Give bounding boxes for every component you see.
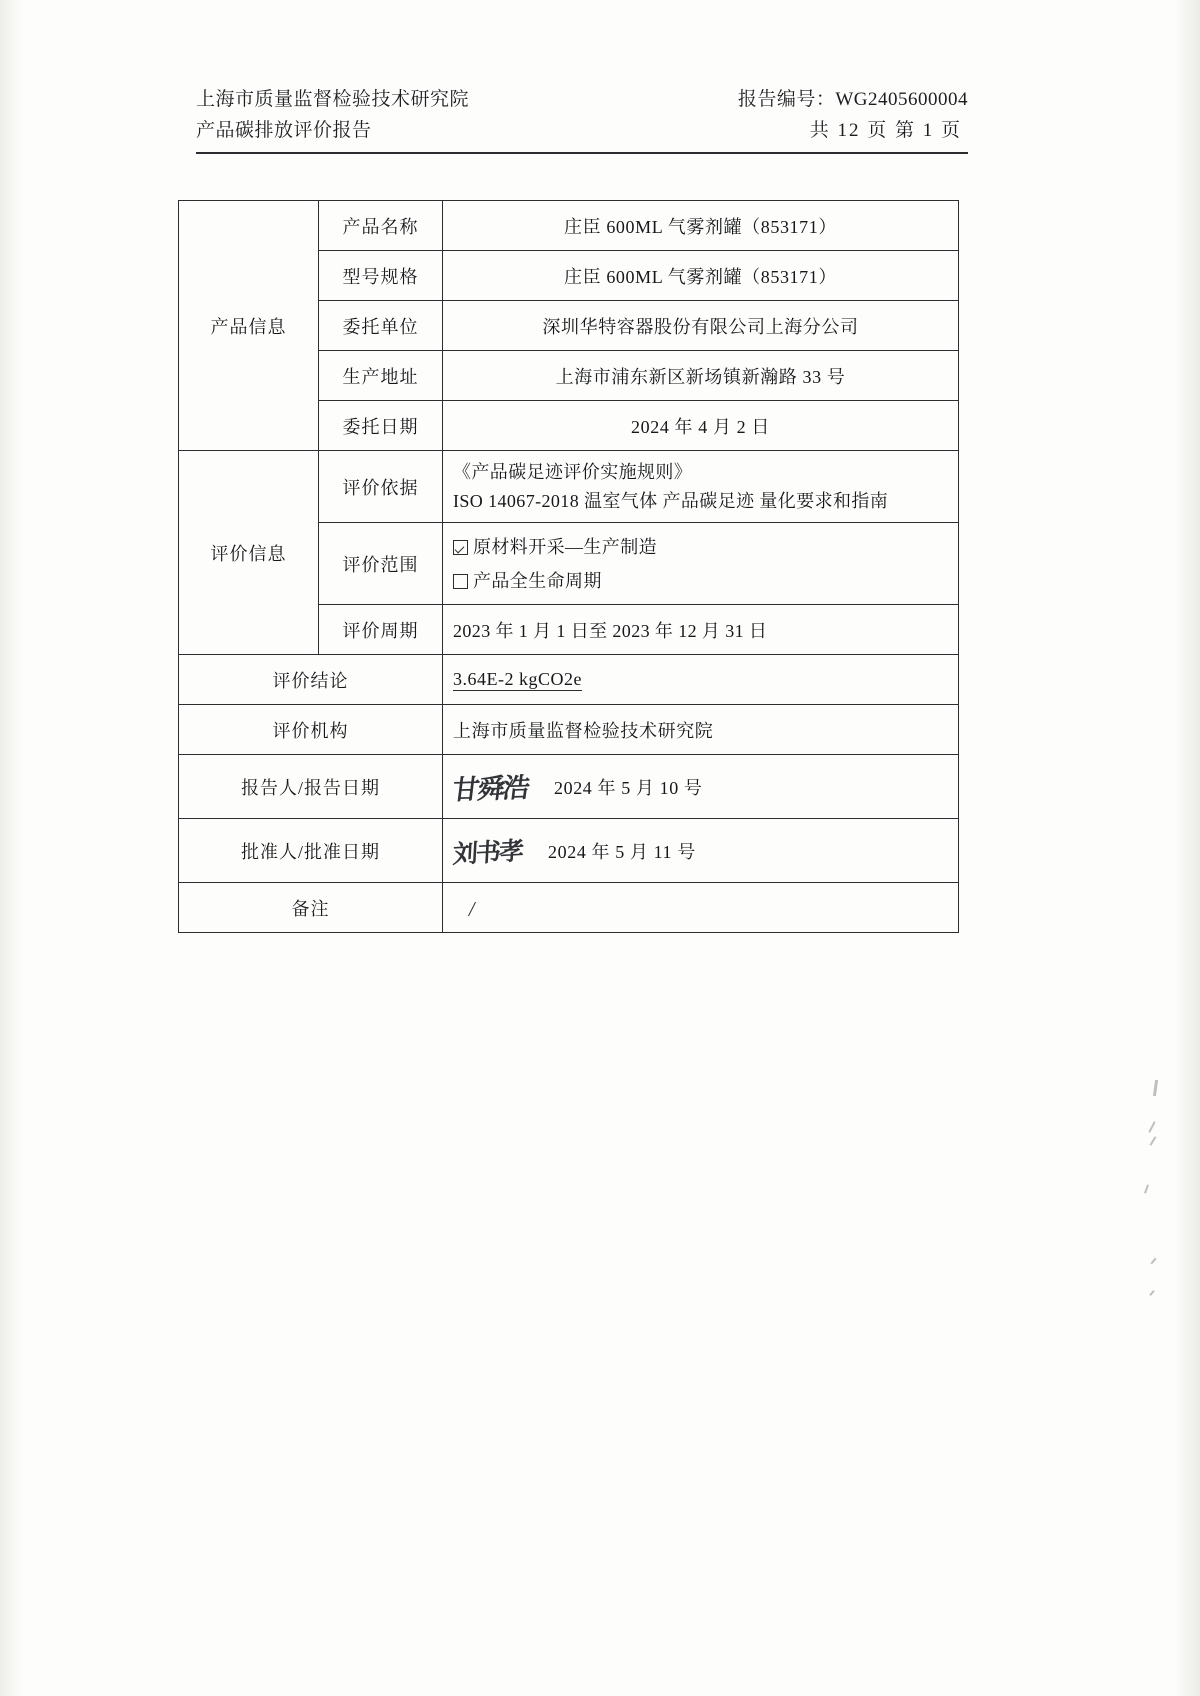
value-reporter [443, 755, 959, 819]
scope-option-1-label: 原材料开采—生产制造 [473, 536, 657, 557]
header-report-block [738, 84, 968, 146]
label-evaluation-basis: 评价依据 [319, 451, 443, 523]
header-divider [196, 152, 968, 154]
label-conclusion: 评价结论 [179, 655, 443, 705]
value-product-name: 庄臣 600ML 气雾剂罐（853171） [443, 201, 959, 251]
label-evaluation-scope: 评价范围 [319, 523, 443, 605]
group-product-info: 产品信息 [179, 201, 319, 451]
table-row [179, 705, 959, 755]
reporter-date: 2024 年 5 月 10 号 [554, 777, 703, 798]
value-organization: 上海市质量监督检验技术研究院 [443, 705, 959, 755]
table-row [179, 655, 959, 705]
scope-option-raw-material-to-manufacturing[interactable] [453, 530, 948, 564]
value-model-spec: 庄臣 600ML 气雾剂罐（853171） [443, 251, 959, 301]
approver-date: 2024 年 5 月 11 号 [548, 841, 696, 862]
table-row [179, 883, 959, 933]
scope-option-full-life-cycle[interactable] [453, 564, 948, 598]
value-approver [443, 819, 959, 883]
value-production-address: 上海市浦东新区新场镇新瀚路 33 号 [443, 351, 959, 401]
table-row [179, 819, 959, 883]
scan-margin-marks [1140, 1080, 1170, 1310]
label-model-spec: 型号规格 [319, 251, 443, 301]
label-production-address: 生产地址 [319, 351, 443, 401]
scan-edge-right [1174, 0, 1200, 1696]
remark-value: / [467, 895, 477, 921]
scope-option-2-label: 产品全生命周期 [473, 570, 602, 591]
checkbox-icon-unchecked[interactable] [453, 574, 468, 589]
label-approver: 批准人/批准日期 [179, 819, 443, 883]
checkbox-icon-checked[interactable] [453, 540, 468, 555]
value-remark [443, 883, 959, 933]
scan-edge-left [0, 0, 22, 1696]
report-number-label: 报告编号： [737, 89, 836, 110]
label-remark: 备注 [179, 883, 443, 933]
header-doc-type: 产品碳排放评价报告 [196, 120, 372, 141]
value-commission-date: 2024 年 4 月 2 日 [443, 401, 959, 451]
label-organization: 评价机构 [179, 705, 443, 755]
header-org-name: 上海市质量监督检验技术研究院 [196, 89, 470, 110]
value-client-unit: 深圳华特容器股份有限公司上海分公司 [443, 301, 959, 351]
value-evaluation-basis [443, 451, 959, 523]
report-number-line [738, 84, 968, 115]
label-evaluation-period: 评价周期 [319, 605, 443, 655]
header-org-block [196, 84, 469, 146]
report-table-wrapper [178, 200, 958, 933]
label-product-name: 产品名称 [319, 201, 443, 251]
report-table [178, 200, 959, 933]
group-evaluation-info: 评价信息 [179, 451, 319, 655]
value-evaluation-period: 2023 年 1 月 1 日至 2023 年 12 月 31 日 [443, 605, 959, 655]
document-header [196, 84, 968, 146]
table-row [179, 451, 959, 523]
evaluation-basis-line-2: ISO 14067-2018 温室气体 产品碳足迹 量化要求和指南 [453, 490, 889, 511]
conclusion-value: 3.64E-2 kgCO2e [453, 669, 582, 689]
label-reporter: 报告人/报告日期 [179, 755, 443, 819]
table-row [179, 201, 959, 251]
value-evaluation-scope [443, 523, 959, 605]
table-row [179, 755, 959, 819]
evaluation-basis-line-1: 《产品碳足迹评价实施规则》 [453, 461, 693, 482]
page-count: 共 12 页 第 1 页 [809, 120, 962, 141]
value-conclusion [443, 655, 959, 705]
label-client-unit: 委托单位 [319, 301, 443, 351]
report-number-value: WG2405600004 [835, 89, 968, 110]
approver-signature: 刘书孝 [452, 835, 523, 869]
label-commission-date: 委托日期 [319, 401, 443, 451]
reporter-signature: 甘舜浩 [450, 772, 530, 807]
